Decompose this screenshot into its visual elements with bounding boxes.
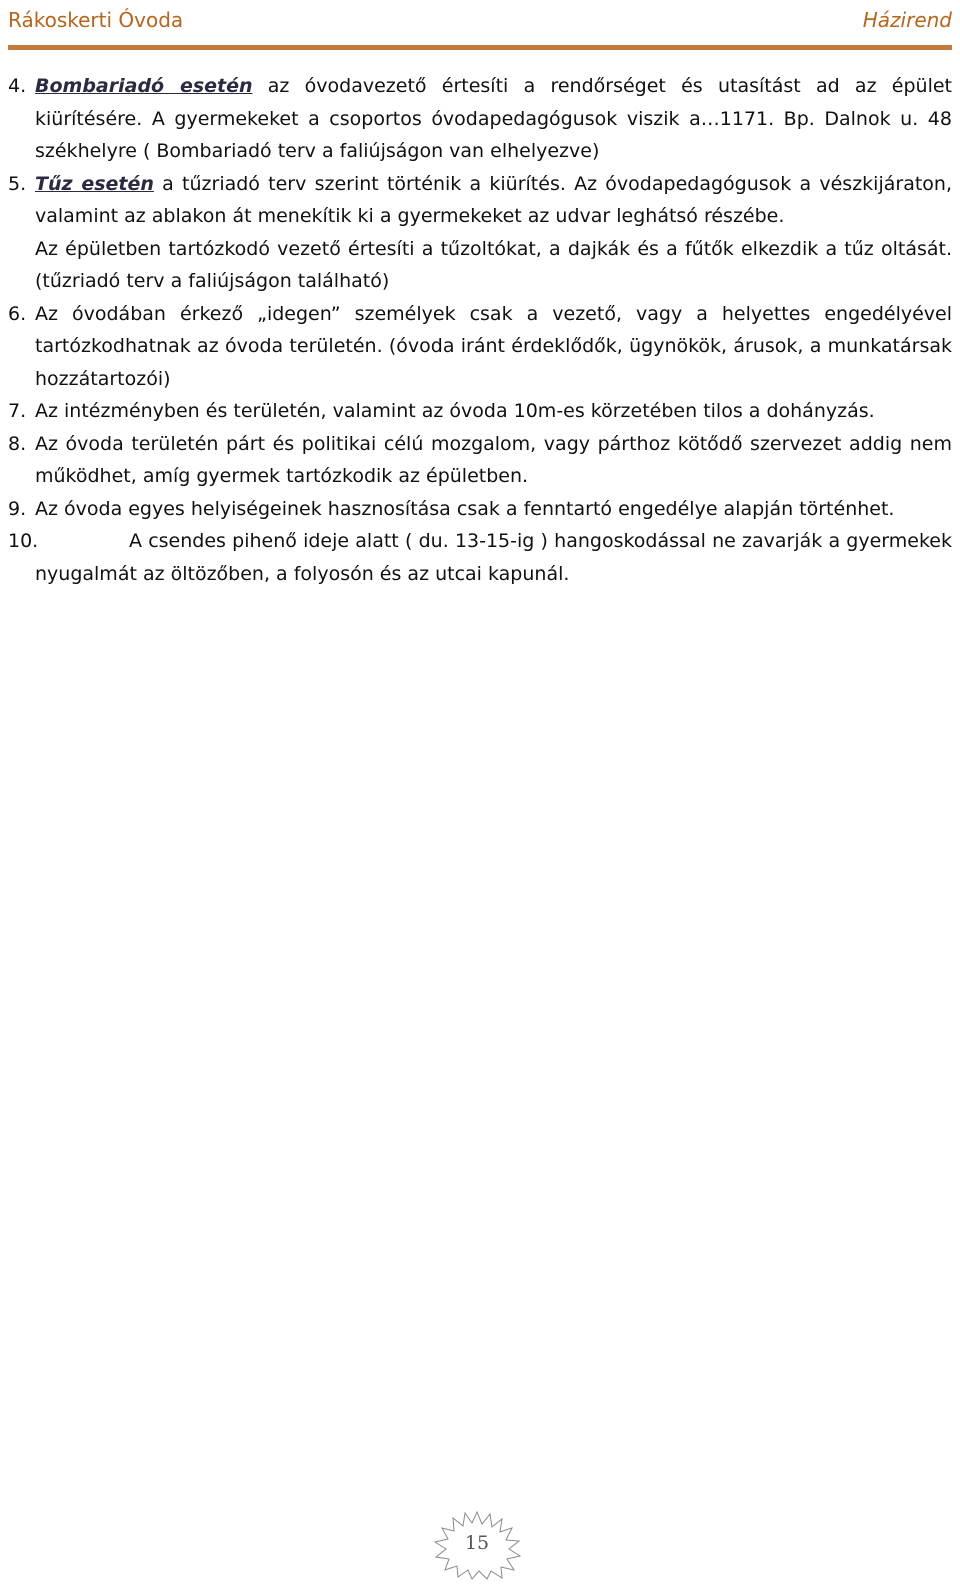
item-keyword: Bombariadó esetén <box>35 75 253 97</box>
document-body <box>8 70 952 590</box>
item-number: 7. <box>8 400 27 422</box>
item-number: 6. <box>8 302 27 325</box>
header-divider <box>8 45 952 50</box>
item-text: Az óvodában érkező „idegen” személyek csak a vezető, vagy a helyettes engedélyével tartózkodhatnak az óvoda területén. (óvoda iránt érdeklődők, ügynökök, árusok, a munkatársak hozzátartozói) <box>35 302 952 390</box>
list-item-10 <box>8 525 952 590</box>
page-number-badge <box>432 1510 522 1580</box>
item-keyword: Tűz esetén <box>35 172 154 195</box>
item-text: Az épületben tartózkodó vezető értesíti a tűzoltókat, a dajkák és a fűtők elkezdik a tűz oltását. (tűzriadó terv a faliújságon található) <box>35 237 952 292</box>
item-text: Az óvoda egyes helyiségeinek hasznosítása csak a fenntartó engedélye alapján történhet. <box>35 497 895 520</box>
item-text: A csendes pihenő ideje alatt ( du. 13-15-ig ) hangoskodással ne zavarják a gyermekek nyugalmát az öltözőben, a folyosón és az utcai kapunál. <box>35 530 952 585</box>
list-item-9 <box>8 493 952 526</box>
header-document-title: Házirend <box>862 8 952 32</box>
item-text: Az óvoda területén párt és politikai célú mozgalom, vagy párthoz kötődő szervezet addig nem működhet, amíg gyermek tartózkodik az épületben. <box>35 432 952 487</box>
item-number: 9. <box>8 497 27 520</box>
page-number: 15 <box>464 1532 490 1554</box>
header-school-name: Rákoskerti Óvoda <box>8 8 184 32</box>
list-item-5-continuation <box>8 233 952 298</box>
page-header <box>8 6 952 40</box>
item-text: Az intézményben és területén, valamint az óvoda 10m-es körzetében tilos a dohányzás. <box>35 400 875 422</box>
list-item-8 <box>8 428 952 493</box>
item-text: az óvodavezető értesíti a rendőrséget és utasítást ad az épület kiürítésére. A gyermekeket a csoportos óvodapedagógusok viszik a…1171. Bp. Dalnok u. 48 székhelyre ( Bombariadó terv a faliújságon van elhelyezve) <box>35 75 952 162</box>
item-number: 8. <box>8 432 27 455</box>
list-item-4 <box>8 70 952 168</box>
list-item-6 <box>8 298 952 396</box>
item-number: 5. <box>8 172 27 195</box>
list-item-5 <box>8 168 952 233</box>
list-item-7 <box>8 395 952 428</box>
item-number: 4. <box>8 75 27 97</box>
item-number: 10. <box>8 530 39 552</box>
item-text: a tűzriadó terv szerint történik a kiürítés. Az óvodapedagógusok a vészkijáraton, valamint az ablakon át menekítik ki a gyermekeket az udvar leghátsó részébe. <box>35 172 952 227</box>
